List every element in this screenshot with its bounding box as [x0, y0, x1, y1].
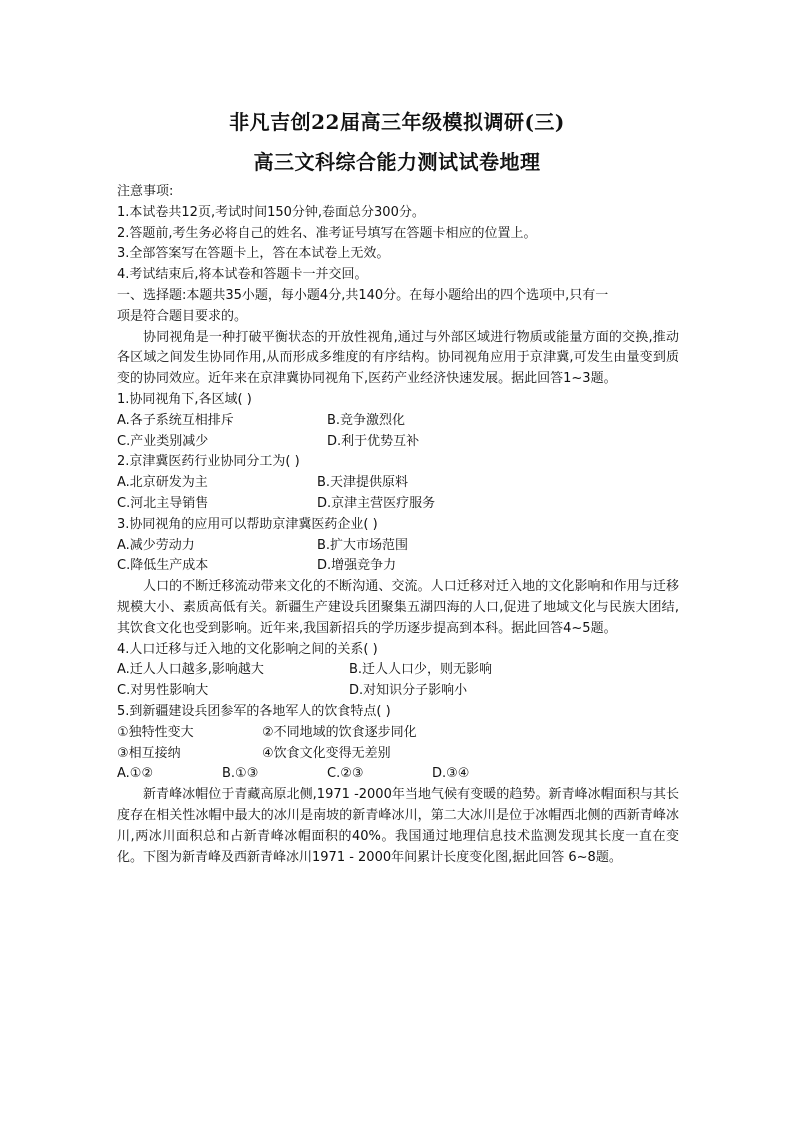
q1-option-a: A.各子系统互相排斥	[117, 412, 234, 428]
q3-option-b: B.扩大市场范围	[317, 537, 409, 553]
section-intro: 一、选择题:本题共35小题，每小题4分,共140分。在每小题给出的四个选项中,只有一	[117, 287, 609, 303]
q4-option-c: C.对男性影响大	[117, 683, 209, 699]
q3-option-c: C.降低生产成本	[117, 558, 209, 574]
q3-option-a: A.减少劳动力	[117, 537, 195, 553]
note-item: 3.全部答案写在答题卡上，答在本试卷上无效。	[117, 246, 390, 262]
note-item: 2.答题前,考生务必将自己的姓名、准考证号填写在答题卡相应的位置上。	[117, 225, 537, 241]
q5-statement-4: ④饮食文化变得无差别	[262, 745, 391, 761]
exam-body	[117, 182, 679, 868]
q4-option-a: A.迁人人口越多,影响越大	[117, 662, 264, 678]
q2-option-d: D.京津主营医疗服务	[317, 495, 436, 511]
passage-3: 新青峰冰帽位于青藏高原北侧,1971 -2000年当地气候有变暖的趋势。新青峰冰帽面积与其长度存在相关性冰帽中最大的冰川是南坡的新青峰冰川，第二大冰川是位于冰帽西北侧的西新青峰冰川,两冰川面积总和占新青峰冰帽面积的40%。我国通过地理信息技术监测发现其长度一直在变化。下图为新青峰及西新青峰冰川1971 - 2000年间累计长度变化图,据此回答 6~8题。	[117, 787, 679, 865]
q1-option-b: B.竞争激烈化	[327, 412, 406, 428]
passage-2: 人口的不断迁移流动带来文化的不断沟通、交流。人口迁移对迁入地的文化影响和作用与迁移规模大小、素质高低有关。新疆生产建设兵团聚集五湖四海的人口,促进了地域文化与民族大团结,其饮食文化也受到影响。近年来,我国新招兵的学历逐步提高到本科。据此回答4~5题。	[117, 579, 679, 636]
note-item: 1.本试卷共12页,考试时间150分钟,卷面总分300分。	[117, 204, 425, 220]
notes-heading: 注意事项:	[117, 184, 174, 199]
exam-subtitle: 高三文科综合能力测试试卷地理	[253, 150, 541, 174]
passage-1: 协同视角是一种打破平衡状态的开放性视角,通过与外部区域进行物质或能量方面的交换,推动各区域之间发生协同作用,从而形成多维度的有序结构。协同视角应用于京津冀,可发生由量变到质变的协同效应。近年来在京津冀协同视角下,医药产业经济快速发展。据此回答1~3题。	[117, 329, 679, 387]
q2-option-b: B.天津提供原料	[317, 475, 409, 491]
q5-statement-2: ②不同地域的饮食逐步同化	[262, 724, 417, 740]
q1-option-c: C.产业类别减少	[117, 433, 209, 449]
q3-option-d: D.增强竞争力	[317, 558, 397, 574]
question-5-stem: 5.到新疆建设兵团参军的各地军人的饮食特点( )	[117, 703, 391, 719]
question-3-stem: 3.协同视角的应用可以帮助京津冀医药企业( )	[117, 516, 378, 532]
q2-option-c: C.河北主导销售	[117, 495, 209, 511]
exam-title: 非凡吉创22届高三年级模拟调研(三)	[229, 110, 565, 134]
q4-option-d: D.对知识分子影响小	[349, 683, 468, 699]
note-item: 4.考试结束后,将本试卷和答题卡一并交回。	[117, 267, 368, 283]
q1-option-d: D.利于优势互补	[327, 433, 420, 449]
section-intro-cont: 项是符合题目要求的。	[117, 308, 248, 324]
q5-option-d: D.③④	[432, 766, 470, 782]
q5-statement-1: ①独特性变大	[117, 724, 194, 740]
question-2-stem: 2.京津冀医药行业协同分工为( )	[117, 454, 300, 470]
q5-option-b: B.①③	[222, 766, 259, 782]
q4-option-b: B.迁人人口少，则无影响	[349, 662, 493, 678]
question-4-stem: 4.人口迁移与迁入地的文化影响之间的关系( )	[117, 641, 378, 657]
q5-option-a: A.①②	[117, 766, 154, 782]
q2-option-a: A.北京研发为主	[117, 475, 208, 491]
question-1-stem: 1.协同视角下,各区域( )	[117, 391, 252, 407]
q5-statement-3: ③相互接纳	[117, 745, 181, 761]
q5-option-c: C.②③	[327, 766, 364, 782]
